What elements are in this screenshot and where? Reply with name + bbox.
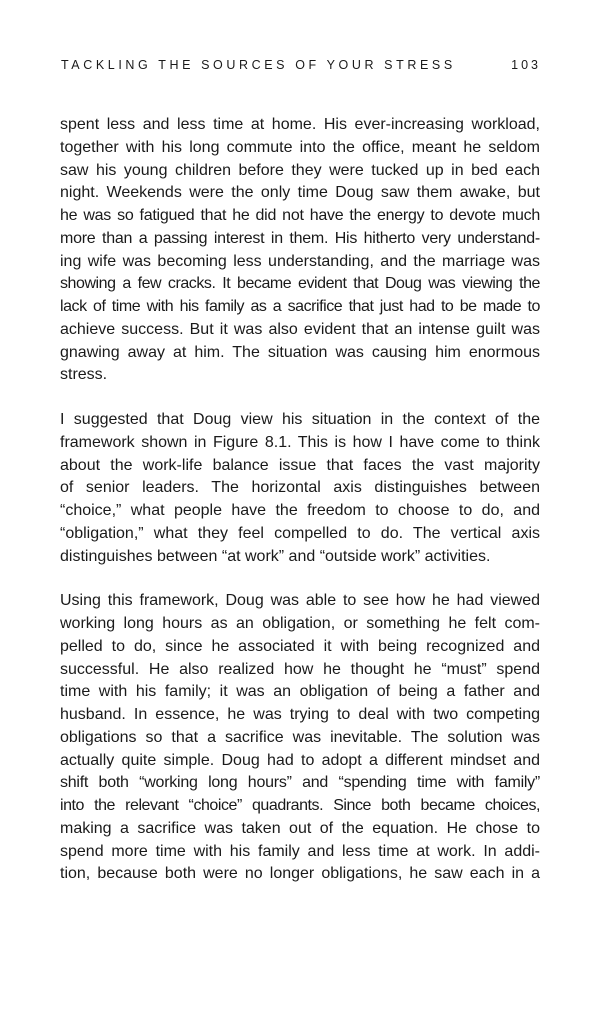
text-line: together with his long commute into the office, meant he seldom: [60, 138, 540, 156]
text-line: working long hours as an obligation, or something he felt com-: [60, 615, 540, 632]
text-line: time with his family; it was an obligation of being a father and: [60, 683, 540, 701]
text-line: night. Weekends were the only time Doug saw them awake, but: [60, 184, 540, 202]
text-line: about the work-life balance issue that faces the vast majority: [60, 456, 540, 474]
text-line: ing wife was becoming less understanding, and the marriage was: [60, 252, 540, 270]
text-line: more than a passing interest in them. His hitherto very understand-: [60, 229, 540, 247]
text-line: husband. In essence, he was trying to deal with two competing: [60, 706, 540, 723]
text-line: lack of time with his family as a sacrifice that just had to be made to: [60, 298, 540, 315]
text-line: pelled to do, since he associated it with being recognized and: [60, 637, 540, 655]
text-line: showing a few cracks. It became evident that Doug was viewing the: [60, 275, 540, 293]
text-line: achieve success. But it was also evident that an intense guilt was: [60, 320, 540, 338]
paragraph-3: [60, 590, 540, 886]
text-line: framework shown in Figure 8.1. This is how I have come to think: [60, 433, 540, 451]
paragraph-2: [60, 409, 540, 568]
page-number: 103: [511, 58, 541, 72]
running-head: [61, 56, 541, 74]
text-line: saw his young children before they were tucked up in bed each: [60, 161, 540, 179]
text-line: spend more time with his family and less time at work. In addi-: [60, 842, 540, 860]
body-text: [60, 114, 540, 908]
text-line: distinguishes between “at work” and “outside work” activities.: [60, 547, 491, 565]
text-line: spent less and less time at home. His ever-increasing workload,: [60, 116, 540, 133]
text-line: successful. He also realized how he thought he “must” spend: [60, 660, 540, 678]
text-line: obligations so that a sacrifice was inevitable. The solution was: [60, 728, 540, 746]
text-line: he was so fatigued that he did not have the energy to devote much: [60, 207, 540, 224]
text-line: tion, because both were no longer obligations, he saw each in a: [60, 865, 540, 883]
text-line: making a sacrifice was taken out of the equation. He chose to: [60, 819, 540, 837]
text-line: I suggested that Doug view his situation in the context of the: [60, 411, 540, 428]
paragraph-1: [60, 114, 540, 387]
text-line: of senior leaders. The horizontal axis distinguishes between: [60, 479, 540, 497]
text-line: “obligation,” what they feel compelled to do. The vertical axis: [60, 524, 540, 542]
text-line: stress.: [60, 366, 108, 384]
text-line: Using this framework, Doug was able to see how he had viewed: [60, 592, 540, 610]
running-head-title: TACKLING THE SOURCES OF YOUR STRESS: [61, 58, 456, 72]
text-line: gnawing away at him. The situation was causing him enormous: [60, 343, 540, 361]
text-line: “choice,” what people have the freedom to choose to do, and: [60, 502, 540, 519]
text-line: into the relevant “choice” quadrants. Since both became choices,: [60, 797, 540, 814]
text-line: actually quite simple. Doug had to adopt a different mindset and: [60, 751, 540, 769]
text-line: shift both “working long hours” and “spending time with family”: [60, 774, 540, 792]
